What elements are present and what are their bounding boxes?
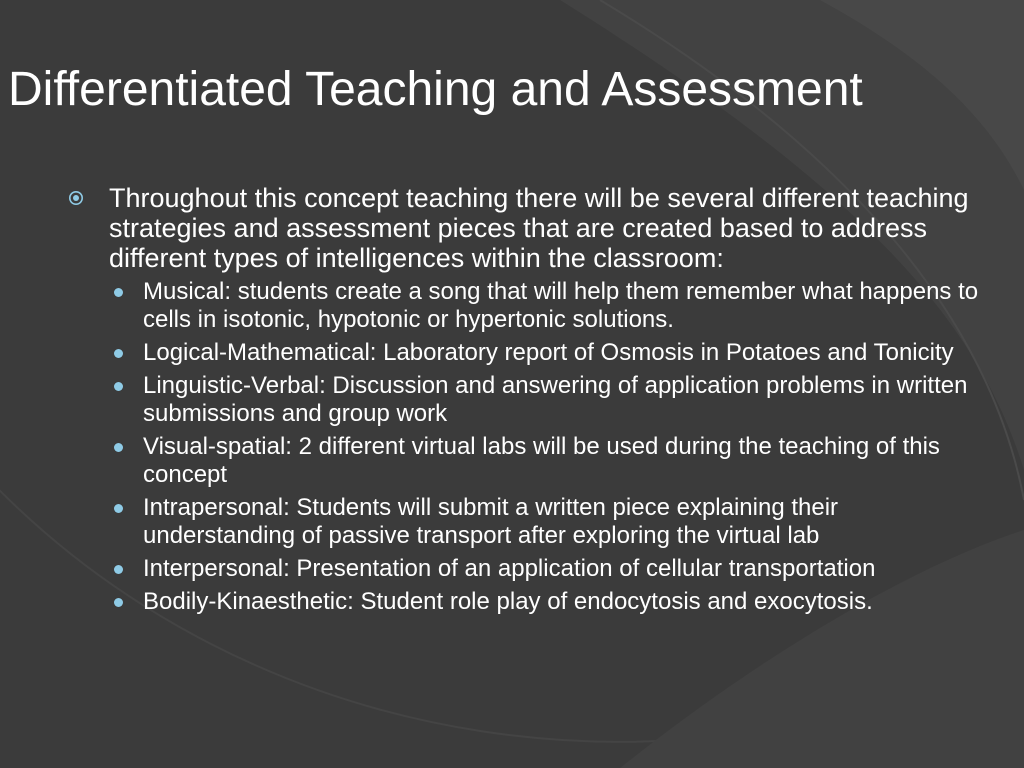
filled-circle-icon	[114, 288, 123, 297]
sub-bullet-item	[66, 372, 996, 428]
filled-circle-icon	[114, 443, 123, 452]
sub-bullet-item	[66, 433, 996, 489]
circled-dot-icon	[68, 190, 84, 206]
content-area	[66, 183, 996, 621]
sub-bullet-text: Musical: students create a song that will help them remember what happens to cells in isotonic, hypotonic or hypertonic solutions.	[143, 278, 979, 333]
main-bullet-text: Throughout this concept teaching there will be several different teaching strategies and assessment pieces that are created based to address different types of intelligences within the classroom:	[109, 183, 969, 273]
sub-bullet-text: Intrapersonal: Students will submit a written piece explaining their understanding of passive transport after exploring the virtual lab	[143, 494, 839, 549]
sub-bullet-list	[66, 278, 996, 616]
slide-title: Differentiated Teaching and Assessment	[8, 63, 863, 116]
sub-bullet-item	[66, 278, 996, 334]
main-bullet-item	[66, 183, 996, 273]
filled-circle-icon	[114, 504, 123, 513]
filled-circle-icon	[114, 382, 123, 391]
sub-bullet-item	[66, 555, 996, 583]
filled-circle-icon	[114, 565, 123, 574]
filled-circle-icon	[114, 349, 123, 358]
sub-bullet-text: Visual-spatial: 2 different virtual labs will be used during the teaching of this concept	[143, 433, 940, 488]
sub-bullet-item	[66, 588, 996, 616]
sub-bullet-text: Interpersonal: Presentation of an application of cellular transportation	[143, 555, 876, 582]
sub-bullet-item	[66, 339, 996, 367]
sub-bullet-text: Logical-Mathematical: Laboratory report of Osmosis in Potatoes and Tonicity	[143, 339, 954, 366]
sub-bullet-text: Linguistic-Verbal: Discussion and answering of application problems in written submissions and group work	[143, 372, 968, 427]
sub-bullet-text: Bodily-Kinaesthetic: Student role play of endocytosis and exocytosis.	[143, 588, 873, 615]
filled-circle-icon	[114, 598, 123, 607]
sub-bullet-item	[66, 494, 996, 550]
